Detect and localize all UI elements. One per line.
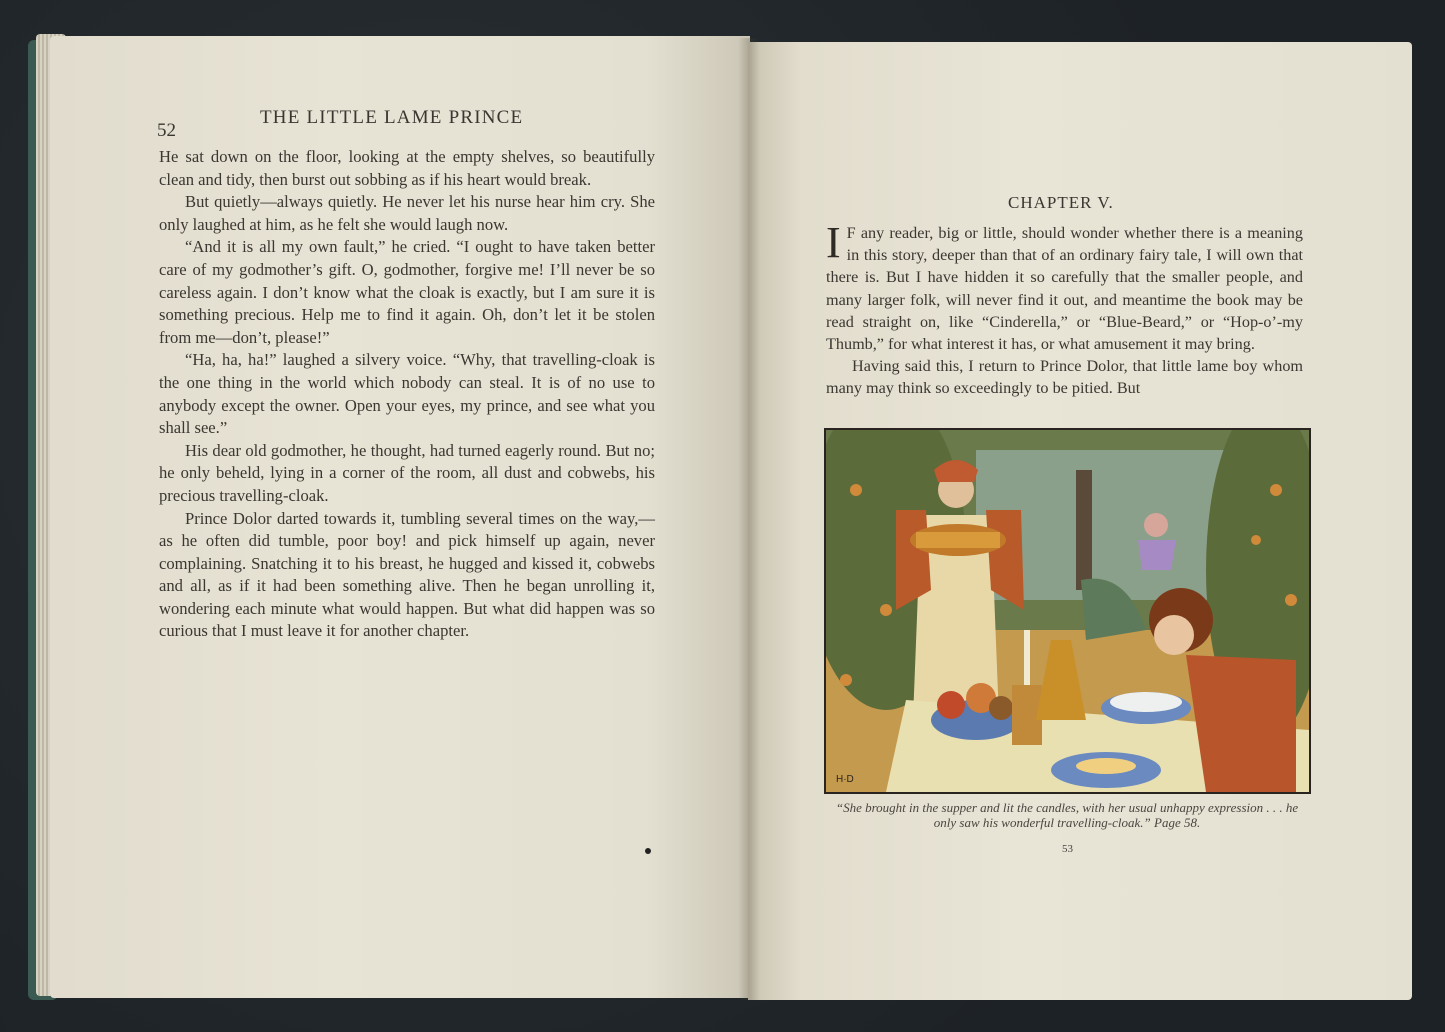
- running-head: THE LITTLE LAME PRINCE: [260, 107, 524, 128]
- paragraph: [826, 218, 1303, 355]
- paragraph: But quietly—always quietly. He never let his nurse hear him cry. She only laughed at him, as he felt she would laugh now.: [159, 192, 655, 234]
- chapter-heading: CHAPTER V.: [1008, 193, 1114, 212]
- illustration-image: [826, 430, 1309, 792]
- page-number-left: 52: [157, 120, 176, 141]
- paragraph: Having said this, I return to Prince Dolor, that little lame boy whom many may think so exceedingly to be pitied. But: [826, 357, 1303, 398]
- paragraph-text: F any reader, big or little, should wonder whether there is a meaning in this story, deeper than that of an ordinary fairy tale, I will own that there is. But I have hidden it so carefully that the smaller people, and many larger folk, will never find it out, and meantime the book may be read straight on, like “Cinderella,” or “Blue-Beard,” or “Hop-o’-my Thumb,” for what interest it has, or what amusement it may bring.: [826, 224, 1303, 354]
- illustration-monogram: H·D: [836, 774, 854, 785]
- paragraph: His dear old godmother, he thought, had turned eagerly round. But no; he only beheld, lying in a corner of the room, all dust and cobwebs, his precious travelling-cloak.: [159, 440, 655, 505]
- left-page-body: [159, 146, 655, 643]
- illustration-caption: “She brought in the supper and lit the candles, with her usual unhappy expression . . . he only saw his wonderful travelling-cloak.” Page 58.: [835, 800, 1299, 830]
- paragraph: He sat down on the floor, looking at the empty shelves, so beautifully clean and tidy, then burst out sobbing as if his heart would break.: [159, 147, 655, 189]
- ink-speck: [645, 848, 651, 854]
- paragraph: “Ha, ha, ha!” laughed a silvery voice. “Why, that travelling-cloak is the one thing in the world which nobody can steal. It is of no use to anybody except the owner. Open your eyes, my prince, and see what you shall see.”: [159, 350, 655, 438]
- illustration-plate: [824, 428, 1311, 794]
- paragraph: “And it is all my own fault,” he cried. “I ought to have taken better care of my godmother’s gift. O, godmother, forgive me! I’ll never be so careless again. I don’t know what the cloak is exactly, but I am sure it is something precious. Help me to find it again. Oh, don’t let it be stolen from me—don’t, please!”: [159, 237, 655, 347]
- book-gutter: [738, 38, 760, 1000]
- paragraph: Prince Dolor darted towards it, tumbling several times on the way,—as he often did tumble, poor boy! and pick himself up again, never complaining. Snatching it to his breast, he hugged and kissed it, cobwebs and all, as if it had been something alive. Then he began unrolling it, wondering each minute what would happen. But what did happen was so curious that I must leave it for another chapter.: [159, 508, 655, 641]
- drop-cap: I: [826, 218, 841, 267]
- right-page-body: [826, 218, 1303, 400]
- page-number-right: 53: [1062, 843, 1073, 855]
